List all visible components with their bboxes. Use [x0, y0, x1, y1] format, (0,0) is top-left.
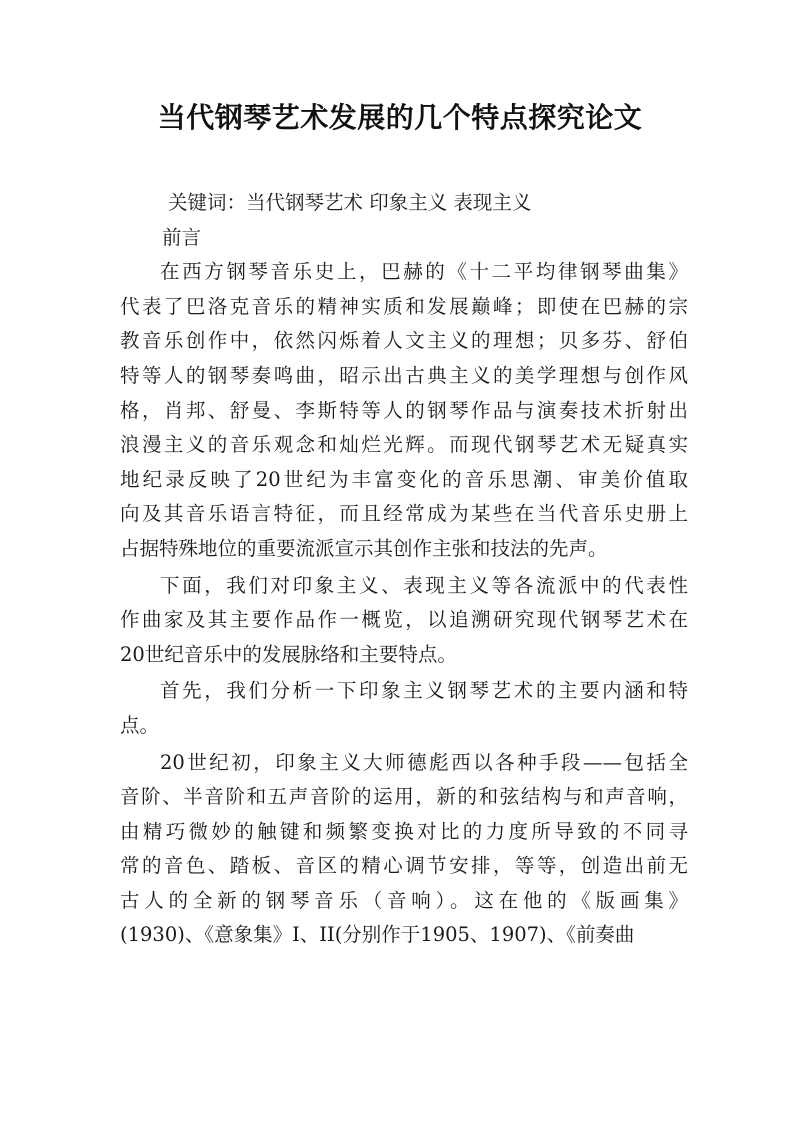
paragraph-line: 地纪录反映了20世纪为丰富变化的音乐思潮、审美价值取	[120, 467, 688, 491]
paragraph-3	[120, 674, 688, 743]
paragraph-line: 向及其音乐语言特征，而且经常成为某些在当代音乐史册上	[120, 502, 688, 526]
paragraph-line: 浪漫主义的音乐观念和灿烂光辉。而现代钢琴艺术无疑真实	[120, 433, 688, 457]
keywords-line	[120, 186, 688, 221]
paragraph-line: 古人的全新的钢琴音乐（音响）。这在他的《版画集》	[120, 888, 688, 912]
paragraph-4	[120, 746, 688, 954]
paragraph-line: 特等人的钢琴奏鸣曲，昭示出古典主义的美学理想与创作风	[120, 363, 688, 387]
paragraph-line: 占据特殊地位的重要流派宣示其创作主张和技法的先声。	[120, 536, 608, 560]
document-title: 当代钢琴艺术发展的几个特点探究论文	[157, 101, 643, 134]
paragraph-line: 在西方钢琴音乐史上，巴赫的《十二平均律钢琴曲集》	[160, 260, 688, 284]
paragraph-2	[120, 569, 688, 673]
preface-heading	[120, 221, 688, 256]
paragraph-line: 点。	[120, 713, 160, 737]
paragraph-line: 代表了巴洛克音乐的精神实质和发展巅峰；即使在巴赫的宗	[120, 294, 688, 318]
paragraph-line: 音阶、半音阶和五声音阶的运用，新的和弦结构与和声音响，	[120, 785, 688, 809]
paragraph-line: 作曲家及其主要作品作一概览，以追溯研究现代钢琴艺术在	[120, 608, 688, 632]
paragraph-line: 常的音色、踏板、音区的精心调节安排，等等，创造出前无	[120, 854, 688, 878]
paragraph-line: 格，肖邦、舒曼、李斯特等人的钢琴作品与演奏技术折射出	[120, 398, 688, 422]
paragraph-1	[120, 255, 688, 566]
paragraph-line: 20世纪音乐中的发展脉络和主要特点。	[120, 642, 457, 666]
keywords-text: 关键词：当代钢琴艺术 印象主义 表现主义	[168, 191, 532, 214]
paragraph-line: 首先，我们分析一下印象主义钢琴艺术的主要内涵和特	[160, 679, 688, 703]
preface-heading-text: 前言	[162, 225, 202, 249]
paragraph-line: 20世纪初，印象主义大师德彪西以各种手段——包括全	[160, 750, 688, 774]
paragraph-line: 教音乐创作中，依然闪烁着人文主义的理想；贝多芬、舒伯	[120, 329, 688, 353]
paragraph-line: (1930)、《意象集》I、II(分别作于1905、1907)、《前奏曲	[120, 923, 635, 947]
document-body	[120, 186, 688, 953]
paragraph-line: 下面，我们对印象主义、表现主义等各流派中的代表性	[160, 573, 688, 597]
paragraph-line: 由精巧微妙的触键和频繁变换对比的力度所导致的不同寻	[120, 819, 688, 843]
